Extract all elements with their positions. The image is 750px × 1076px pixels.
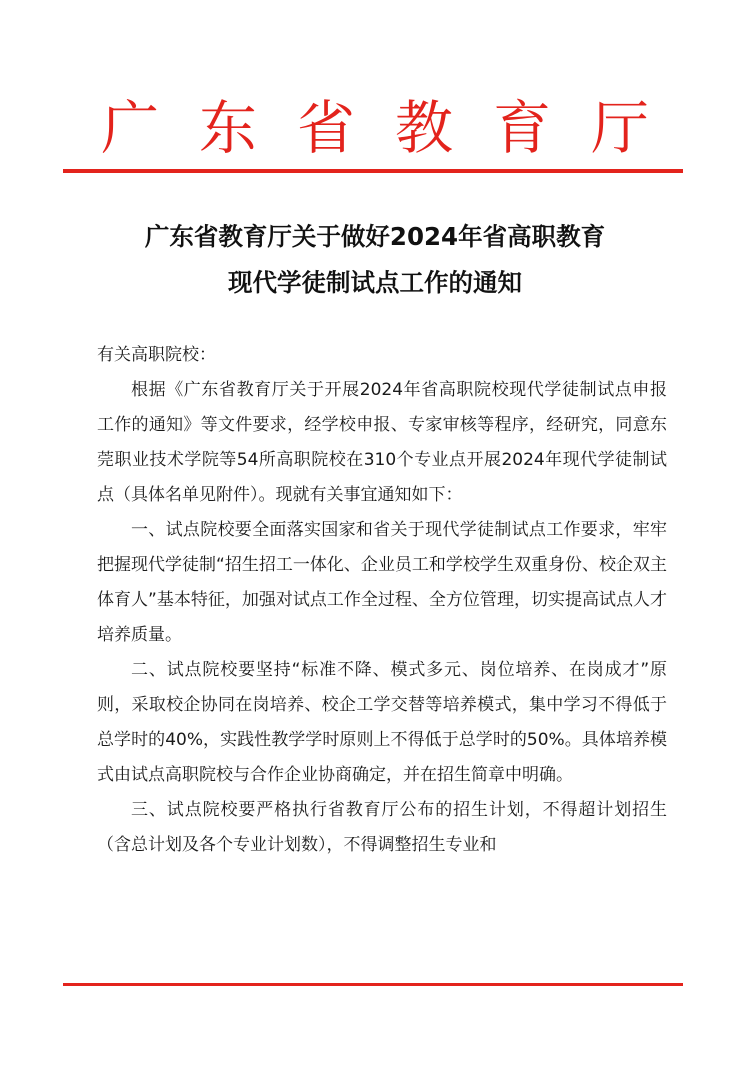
paragraph-item-2: 二、试点院校要坚持“标准不降、模式多元、岗位培养、在岗成才”原则，采取校企协同在岗培养、校企工学交替等培养模式，集中学习不得低于总学时的40%，实践性教学学时原则上不得低于总学时的50%。具体培养模式由试点高职院校与合作企业协商确定，并在招生简章中明确。 [97, 660, 667, 785]
paragraph-item-1: 一、试点院校要全面落实国家和省关于现代学徒制试点工作要求，牢牢把握现代学徒制“招生招工一体化、企业员工和学校学生双重身份、校企双主体育人”基本特征，加强对试点工作全过程、全方位管理，切实提高试点人才培养质量。 [97, 520, 667, 645]
document-title [0, 214, 750, 306]
document-title-line-1: 广东省教育厅关于做好2024年省高职教育 [144, 222, 606, 251]
letterhead-red-rule [63, 169, 683, 173]
letterhead-org-name: 广东省教育厅 [100, 94, 689, 162]
letterhead [0, 78, 750, 168]
document-title-line-2: 现代学徒制试点工作的通知 [228, 268, 522, 297]
paragraph-item-3: 三、试点院校要严格执行省教育厅公布的招生计划，不得超计划招生（含总计划及各个专业计划数），不得调整招生专业和 [97, 800, 667, 855]
paragraph-intro: 根据《广东省教育厅关于开展2024年省高职院校现代学徒制试点申报工作的通知》等文件要求，经学校申报、专家审核等程序，经研究，同意东莞职业技术学院等54所高职院校在310个专业点开展2024年现代学徒制试点（具体名单见附件）。现就有关事宜通知如下： [97, 380, 667, 505]
footer-red-rule [63, 983, 683, 986]
document-body [97, 338, 667, 863]
salutation: 有关高职院校： [97, 345, 216, 365]
